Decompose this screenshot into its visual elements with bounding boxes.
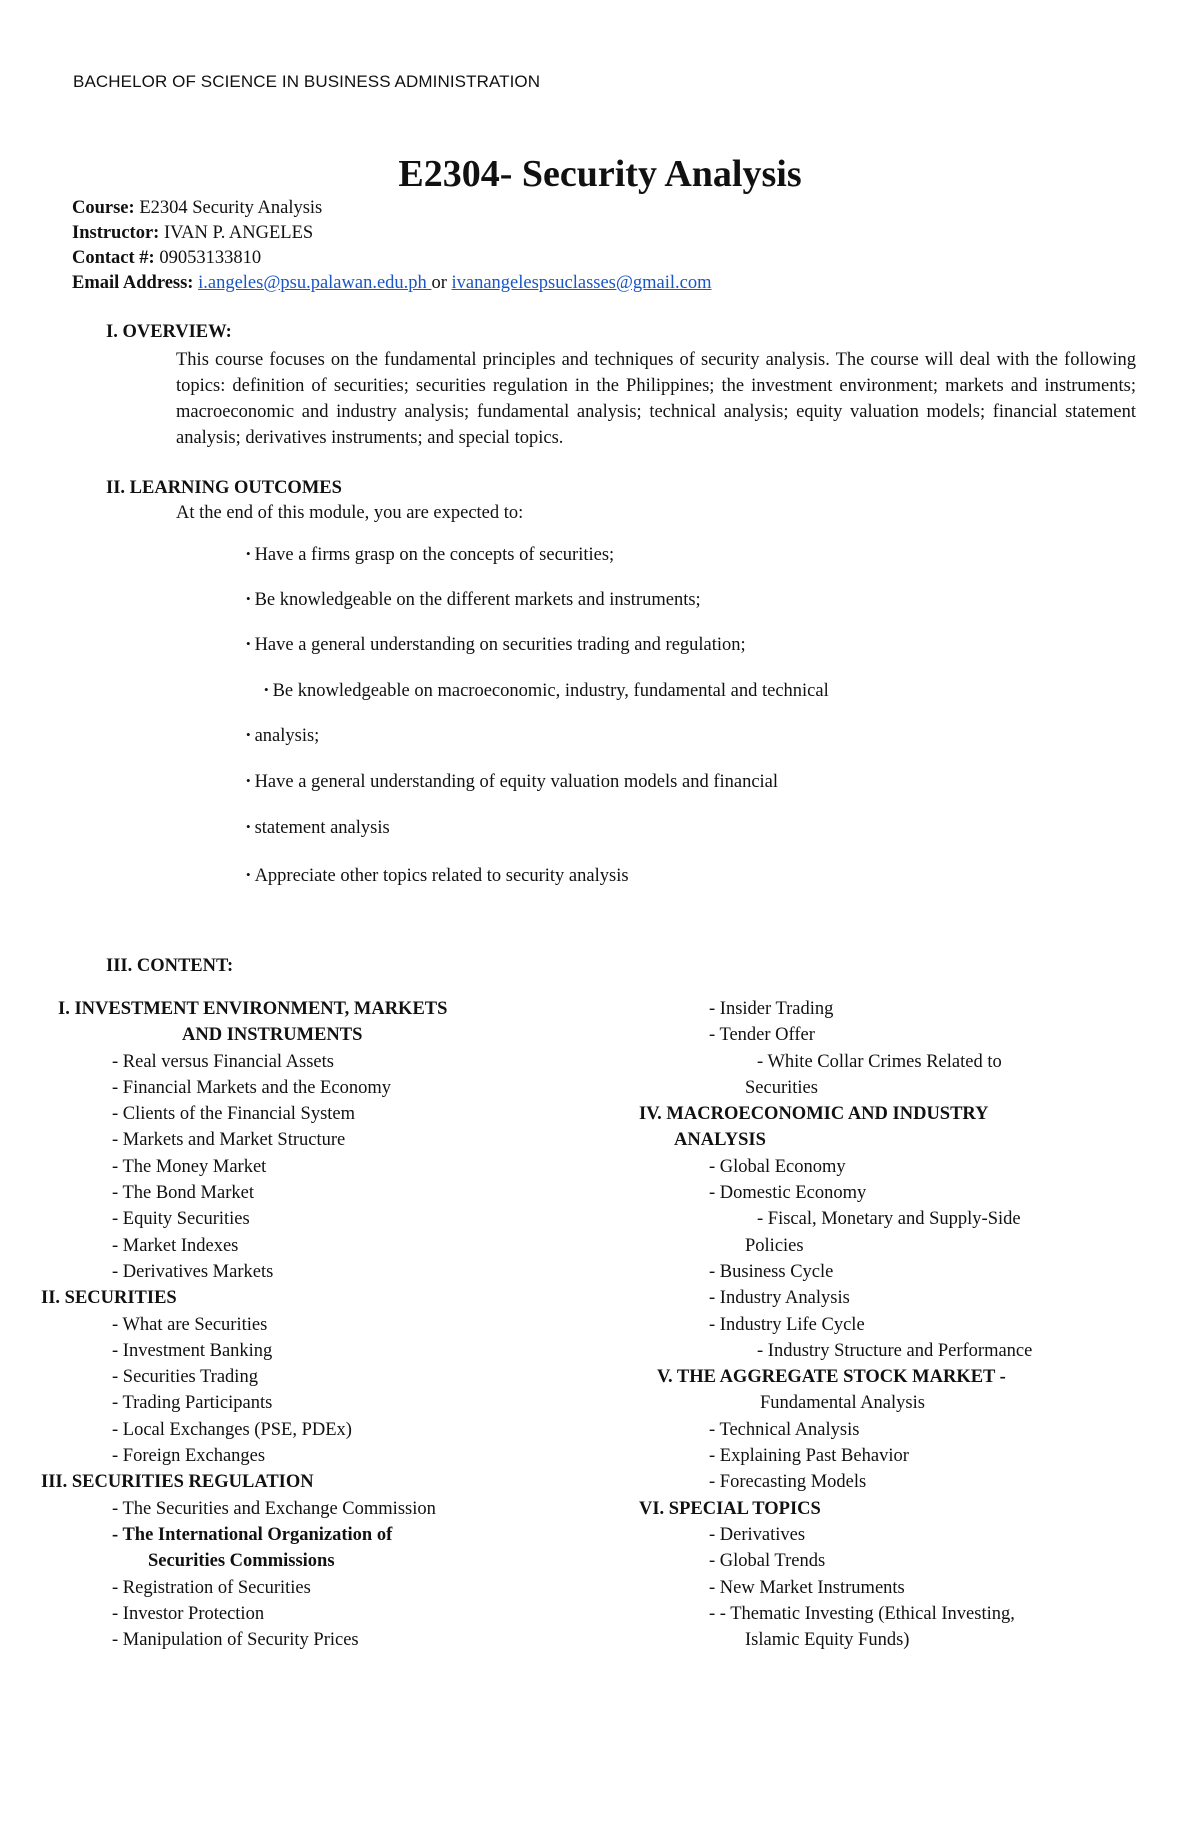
content-left-column <box>0 996 640 1653</box>
content-item: - Industry Analysis <box>709 1288 850 1309</box>
content-item: - Market Indexes <box>112 1235 239 1256</box>
content-item: - Insider Trading <box>709 999 834 1019</box>
content-section-heading: ANALYSIS <box>674 1130 766 1151</box>
email-link-gmail[interactable]: ivanangelespsuclasses@gmail.com <box>451 273 712 293</box>
program-header: BACHELOR OF SCIENCE IN BUSINESS ADMINISTRATION <box>73 72 541 91</box>
content-item: - Business Cycle <box>709 1261 834 1282</box>
email-or: or <box>431 273 452 293</box>
content-item: - What are Securities <box>112 1314 268 1335</box>
content-section-heading: AND INSTRUMENTS <box>182 1025 363 1046</box>
content-item: - The International Organization of <box>112 1524 393 1545</box>
content-item: - Manipulation of Security Prices <box>112 1630 359 1651</box>
content-section-heading: I. INVESTMENT ENVIRONMENT, MARKETS <box>58 999 448 1019</box>
outcome-item: • Have a general understanding on securities trading and regulation; <box>246 635 746 655</box>
content-item: Policies <box>745 1235 804 1256</box>
content-item: - The Money Market <box>112 1156 267 1177</box>
course-info <box>72 196 712 296</box>
content-item: - Registration of Securities <box>112 1577 311 1598</box>
content-section-heading: II. SECURITIES <box>41 1288 177 1309</box>
content-item: - Clients of the Financial System <box>112 1104 356 1125</box>
course-value: E2304 Security Analysis <box>134 198 323 218</box>
instructor-label: Instructor: <box>72 223 160 243</box>
course-label: Course: <box>72 198 135 218</box>
content-item: Securities <box>745 1077 818 1098</box>
email-link-psu[interactable]: i.angeles@psu.palawan.edu.ph <box>198 273 432 293</box>
content-item: - New Market Instruments <box>709 1577 905 1598</box>
learning-outcomes-heading: II. LEARNING OUTCOMES <box>106 478 342 498</box>
content-item: - Forecasting Models <box>709 1472 867 1493</box>
content-item: - Investor Protection <box>112 1603 265 1624</box>
instructor-line <box>72 221 712 246</box>
contact-line <box>72 246 712 271</box>
content-item: - Industry Structure and Performance <box>757 1340 1033 1361</box>
outcome-item: • Have a general understanding of equity valuation models and financial <box>246 772 779 792</box>
content-item: - The Bond Market <box>112 1183 254 1204</box>
email-label: Email Address: <box>72 273 194 293</box>
content-item: - Investment Banking <box>112 1340 273 1361</box>
outcome-item: • Appreciate other topics related to security analysis <box>246 866 629 886</box>
content-item: - Equity Securities <box>112 1209 250 1230</box>
content-item: - Tender Offer <box>709 1025 815 1046</box>
content-item: - Global Economy <box>709 1156 846 1177</box>
content-item: - Global Trends <box>709 1551 826 1572</box>
content-item: - Markets and Market Structure <box>112 1130 346 1151</box>
content-item: - Domestic Economy <box>709 1183 867 1204</box>
content-item: - Fiscal, Monetary and Supply-Side <box>757 1209 1021 1230</box>
content-item: - Technical Analysis <box>709 1419 860 1440</box>
content-section-heading: VI. SPECIAL TOPICS <box>639 1498 821 1519</box>
content-item: - Real versus Financial Assets <box>112 1051 334 1072</box>
content-item: - Explaining Past Behavior <box>709 1446 909 1467</box>
content-item: Islamic Equity Funds) <box>745 1630 910 1651</box>
course-line <box>72 196 712 221</box>
content-item: - - Thematic Investing (Ethical Investing, <box>709 1603 1015 1624</box>
content-subheading: Fundamental Analysis <box>760 1393 925 1414</box>
content-item: - The Securities and Exchange Commission <box>112 1498 436 1519</box>
content-heading: III. CONTENT: <box>106 956 234 976</box>
outcome-item: • statement analysis <box>246 818 390 838</box>
contact-value: 09053133810 <box>154 248 262 268</box>
outcome-item: • Be knowledgeable on macroeconomic, industry, fundamental and technical <box>264 681 829 701</box>
content-item: - Securities Trading <box>112 1367 258 1388</box>
content-item: - Local Exchanges (PSE, PDEx) <box>112 1419 352 1440</box>
content-item: - Financial Markets and the Economy <box>112 1077 391 1098</box>
content-item: - Trading Participants <box>112 1393 273 1414</box>
contact-label: Contact #: <box>72 248 155 268</box>
email-line <box>72 271 712 296</box>
content-item: Securities Commissions <box>148 1551 335 1572</box>
outcome-item: • analysis; <box>246 726 320 746</box>
content-section-heading: IV. MACROECONOMIC AND INDUSTRY <box>639 1104 989 1125</box>
content-item: - Derivatives Markets <box>112 1261 274 1282</box>
instructor-value: IVAN P. ANGELES <box>159 223 314 243</box>
overview-heading: I. OVERVIEW: <box>106 322 232 342</box>
content-section-heading: III. SECURITIES REGULATION <box>41 1472 314 1493</box>
overview-text: This course focuses on the fundamental principles and techniques of security analysis. The course will deal with the following topics: definition of securities; securities regulation in the Philippines; the investment environment; markets and instruments; macroeconomic and industry analysis; fundamental analysis; technical analysis; equity valuation models; financial statement analysis; derivatives instruments; and special topics. <box>176 350 1136 448</box>
content-item: - Industry Life Cycle <box>709 1314 865 1335</box>
learning-outcomes-intro: At the end of this module, you are expected to: <box>176 503 524 523</box>
content-item: - White Collar Crimes Related to <box>757 1051 1002 1072</box>
content-item: - Foreign Exchanges <box>112 1446 266 1467</box>
content-right-column <box>600 996 1200 1653</box>
content-section-heading: V. THE AGGREGATE STOCK MARKET - <box>657 1367 1006 1388</box>
outcome-item: • Be knowledgeable on the different markets and instruments; <box>246 590 701 610</box>
content-item: - Derivatives <box>709 1524 806 1545</box>
outcome-item: • Have a firms grasp on the concepts of securities; <box>246 545 615 565</box>
document-title: E2304- Security Analysis <box>398 153 802 195</box>
